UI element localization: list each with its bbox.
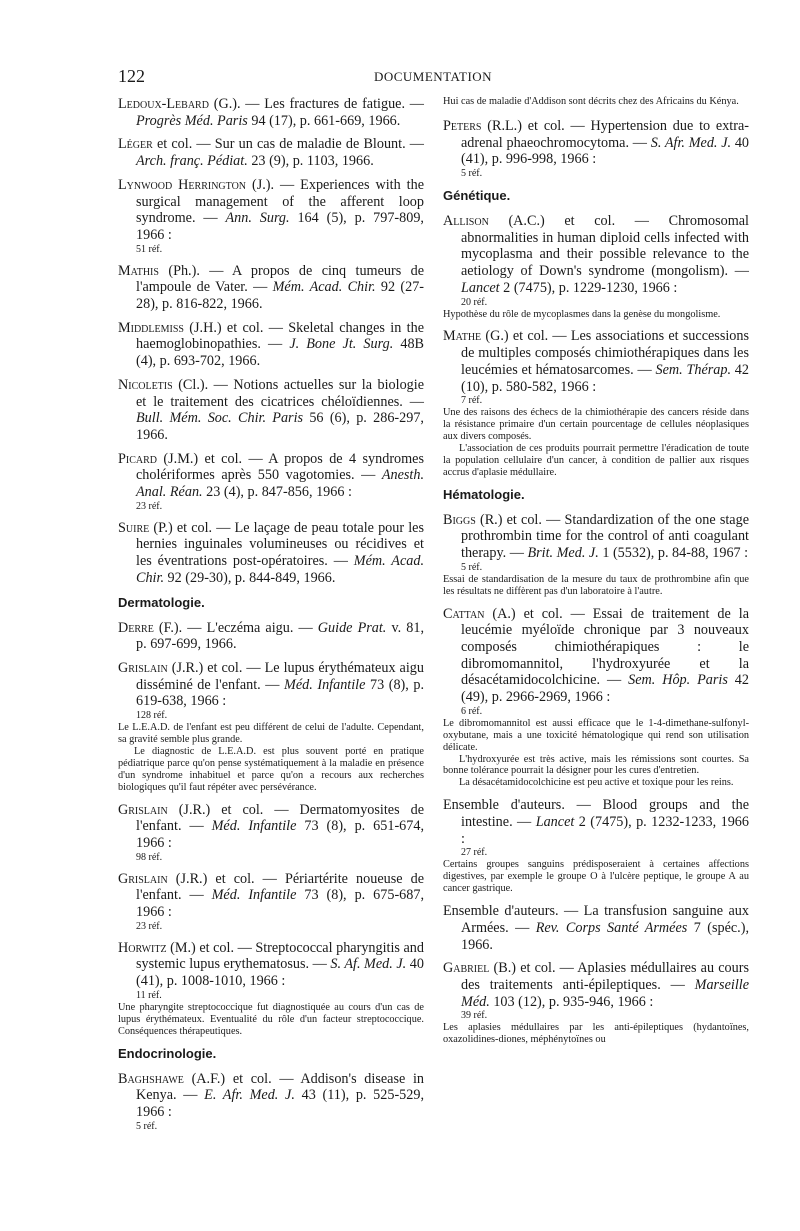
citation-author: Picard xyxy=(118,450,158,467)
bibliography-entry xyxy=(118,940,424,1038)
citation-details: 42 (10), p. 580-582, 1966 : xyxy=(461,361,749,395)
citation xyxy=(118,1071,424,1121)
citation-author: Baghshawe xyxy=(118,1070,184,1087)
abstract-note: La désacétamidocolchicine est peu active et toxique pour les reins. xyxy=(459,777,734,789)
abstract-note: Hui cas de maladie d'Addison sont décrits chez des Africains du Kénya. xyxy=(443,96,739,107)
running-title: DOCUMENTATION xyxy=(373,69,493,84)
citation xyxy=(118,451,424,501)
reference-count: 27 réf. xyxy=(461,847,488,859)
citation-title: (F.). — L'eczéma aigu. — xyxy=(153,619,318,636)
bibliography-entry xyxy=(443,118,749,180)
reference-count: 98 réf. xyxy=(136,851,163,863)
citation-title: (R.) et col. — Standardization of the one stage prothrombin time for the control of anti coagulant therapy. — xyxy=(461,511,749,562)
citation-details: 2 (7475), p. 1229-1230, 1966 : xyxy=(499,279,678,296)
abstract-note: L'association de ces produits pourrait permettre l'éradication de toute la population cellulaire d'un cancer, à condition de pallier aux risques accrus d'aplasie médullaire. xyxy=(443,442,749,478)
citation-details: 40 (41), p. 1008-1010, 1966 : xyxy=(136,956,424,990)
citation-title: (J.R.) et col. — Le lupus érythémateux aigu disséminé de l'enfant. — xyxy=(136,659,424,693)
citation xyxy=(118,940,424,990)
citation-author: Léger xyxy=(118,136,153,153)
citation-title: (J.R.) et col. — Dermatomyosites de l'enfant. — xyxy=(136,801,424,835)
section-heading: Génétique. xyxy=(443,188,511,204)
reference-count: 128 réf. xyxy=(136,710,168,722)
citation-title: (A.) et col. — Essai de traitement de la leucémie myéloïde chronique par 3 nouveaux composés chimiothérapiques : le dibromomannitol, l'hydroxyurée et la désacétamidocolchicine. — xyxy=(461,605,749,689)
citation-details: 56 (6), p. 286-297, 1966. xyxy=(136,410,424,443)
bibliography-entry xyxy=(118,177,424,256)
citation-title: (G.) et col. — Les associations et successions de multiples composés chimiothérapiques dans les leucémies et hématosarcomes. — xyxy=(461,328,749,378)
citation xyxy=(118,177,424,244)
abstract-note: Une pharyngite streptococcique fut diagnostiquée au cours d'un cas de lupus érythémateux. Eventualité du rôle d'un facteur streptococcique. Conséquences thérapeutiques. xyxy=(118,1001,424,1037)
citation-author: Cattan xyxy=(443,605,485,622)
citation-details: 164 (5), p. 797-809, 1966 : xyxy=(136,210,424,243)
abstract-note: Les aplasies médullaires par les anti-épileptiques (hydantoïnes, oxazolidines-diones, méphénytoïnes ou xyxy=(443,1022,749,1046)
abstract-note: Essai de standardisation de la mesure du taux de prothrombine afin que les résultats ne diffèrent pas d'un laboratoire à l'autre. xyxy=(443,573,749,597)
citation-title: (A.F.) et col. — Addison's disease in Kenya. — xyxy=(136,1070,424,1104)
citation-author: Derre xyxy=(118,619,154,636)
bibliography-entry xyxy=(118,620,424,653)
citation xyxy=(443,606,749,706)
citation-author: Grislain xyxy=(118,870,168,887)
citation-journal: Méd. Infantile xyxy=(211,887,297,904)
bibliography-entry xyxy=(118,96,424,129)
citation-author: Grislain xyxy=(118,659,168,676)
reference-count: 5 réf. xyxy=(461,168,483,180)
citation-author: Ensemble d'auteurs xyxy=(443,903,556,920)
citation xyxy=(443,903,749,953)
citation-title: et col. — Sur un cas de maladie de Blount. — xyxy=(152,136,424,153)
citation-title: (G.). — Les fractures de fatigue. — xyxy=(208,96,424,112)
citation-details: v. 81, p. 697-699, 1966. xyxy=(136,619,424,653)
bibliography-entry xyxy=(118,802,424,864)
citation-title: (R.L.) et col. — Hypertension due to extra-adrenal phaeochromocytoma. — xyxy=(461,117,749,151)
citation-journal: Sem. Thérap. xyxy=(655,361,731,378)
bibliography-entry xyxy=(443,903,749,953)
citation-journal: Mém. Acad. Chir. xyxy=(136,553,424,586)
citation xyxy=(118,96,424,129)
citation-details: 73 (8), p. 675-687, 1966 : xyxy=(136,887,424,921)
citation-author: Middlemiss xyxy=(118,319,184,336)
bibliography-entry xyxy=(118,660,424,794)
section-heading: Hématologie. xyxy=(443,486,525,502)
citation-journal: E. Afr. Med. J. xyxy=(204,1087,295,1104)
citation-journal: S. Afr. Med. J. xyxy=(650,134,732,151)
citation-title: (J.M.) et col. — A propos de 4 syndromes cholériformes après 550 vagotomies. — xyxy=(136,450,424,484)
citation-details: 73 (8), p. 619-638, 1966 : xyxy=(136,676,424,710)
citation xyxy=(118,136,424,169)
citation-title: (P.) et col. — Le laçage de peau totale pour les hernies inguinales volumineuses ou récidives et les éventrations post-opératoires. — xyxy=(136,519,424,570)
citation-author: Mathis xyxy=(118,262,159,279)
reference-count: 20 réf. xyxy=(461,296,488,308)
reference-count: 5 réf. xyxy=(461,561,483,573)
bibliography-entry xyxy=(118,263,424,313)
citation xyxy=(118,320,424,370)
bibliography-entry xyxy=(443,213,749,320)
bibliography-entry xyxy=(118,520,424,587)
citation xyxy=(118,620,424,653)
bibliography-entry xyxy=(118,136,424,169)
abstract-note: Certains groupes sanguins prédisposeraient à certaines affections digestives, par exemple le groupe O à l'ulcère peptique, le groupe A au cancer gastrique. xyxy=(443,859,749,895)
citation-journal: Ann. Surg. xyxy=(225,210,290,227)
bibliography-entry xyxy=(118,871,424,933)
citation xyxy=(443,512,749,562)
bibliography-entry xyxy=(443,960,749,1046)
citation xyxy=(118,263,424,313)
reference-count: 7 réf. xyxy=(461,395,483,407)
citation-title: (J.). — Experiences with the surgical management of the afferent loop syndrome. — xyxy=(136,176,424,227)
abstract-note: Le L.E.A.D. de l'enfant est peu différent de celui de l'adulte. Cependant, sa gravité semble plus grande. xyxy=(118,722,424,745)
citation-journal: S. Af. Med. J. xyxy=(330,956,407,973)
bibliography-entry xyxy=(443,328,749,478)
reference-count: 5 réf. xyxy=(136,1120,158,1132)
citation-title: (M.) et col. — Streptococcal pharyngitis and systemic lupus erythematosus. — xyxy=(136,939,424,973)
citation-title: (B.) et col. — Aplasies médullaires au cours des traitements anti-épileptiques. — xyxy=(461,960,749,993)
citation-author: Ensemble d'auteurs xyxy=(443,797,562,814)
citation-journal: Arch. franç. Pédiat. xyxy=(136,153,248,170)
citation-title: . — La transfusion sanguine aux Armées. — xyxy=(461,903,749,936)
citation-journal: Rev. Corps Santé Armées xyxy=(535,919,688,936)
reference-count: 11 réf. xyxy=(136,989,162,1001)
bibliography-entry xyxy=(118,377,424,444)
citation-author: Lynwood Herrington xyxy=(118,176,247,193)
citation xyxy=(443,213,749,297)
abstract-note: L'hydroxyurée est très active, mais les rémissions sont courtes. Sa bonne tolérance pourrait la désigner pour les cures d'entretien. xyxy=(443,753,749,777)
bibliography-entry xyxy=(443,512,749,598)
right-column xyxy=(443,96,749,1054)
citation-journal: Brit. Med. J. xyxy=(527,545,599,562)
citation-author: Gabriel xyxy=(443,960,490,977)
citation-author: Biggs xyxy=(443,511,476,528)
citation xyxy=(118,802,424,852)
citation-details: 92 (29-30), p. 844-849, 1966. xyxy=(164,569,336,586)
citation xyxy=(118,871,424,921)
citation-details: 1 (5532), p. 84-88, 1967 : xyxy=(598,545,749,562)
citation-author: Allison xyxy=(443,213,489,230)
citation-journal: Méd. Infantile xyxy=(211,818,297,835)
citation-journal: Marseille Méd. xyxy=(461,976,749,1010)
abstract-note: Hypothèse du rôle de mycoplasmes dans la genèse du mongolisme. xyxy=(443,308,721,320)
citation xyxy=(118,660,424,710)
bibliography-entry xyxy=(443,797,749,895)
citation-details: 48B (4), p. 693-702, 1966. xyxy=(136,336,425,370)
bibliography-entry xyxy=(118,320,424,370)
citation-journal: Anesth. Anal. Réan. xyxy=(136,467,424,501)
citation-details: 2 (7475), p. 1232-1233, 1966 : xyxy=(461,813,749,847)
citation-title: (J.H.) et col. — Skeletal changes in the haemoglobinopathies. — xyxy=(136,319,424,353)
section-heading: Dermatologie. xyxy=(118,594,205,610)
citation xyxy=(443,797,749,847)
citation-title: (J.R.) et col. — Périartérite noueuse de l'enfant. — xyxy=(136,870,424,904)
bibliography-entry xyxy=(118,1071,424,1133)
bibliography-entry xyxy=(118,451,424,513)
citation-details: 23 (9), p. 1103, 1966. xyxy=(247,153,374,170)
citation xyxy=(118,520,424,587)
citation-details: 40 (41), p. 996-998, 1966 : xyxy=(461,134,750,168)
citation-details: 92 (27-28), p. 816-822, 1966. xyxy=(136,279,425,313)
citation xyxy=(443,328,749,395)
abstract-note: Une des raisons des échecs de la chimiothérapie des cancers réside dans la résistance primaire d'un certain pourcentage de cellules néoplasiques aux divers composés. xyxy=(443,407,749,443)
citation-journal: Lancet xyxy=(461,279,500,296)
page-header xyxy=(118,66,748,86)
abstract-note: Le dibromomannitol est aussi efficace que le 1-4-dimethane-sulfonyl-oxybutane, mais a une toxicité hématologique qui rend son utilisation délicate. xyxy=(443,717,749,753)
citation-author: Grislain xyxy=(118,801,168,818)
citation-author: Horwitz xyxy=(118,939,167,956)
citation-details: 43 (11), p. 525-529, 1966 : xyxy=(136,1087,424,1120)
section-heading: Endocrinologie. xyxy=(118,1045,217,1061)
citation-journal: Lancet xyxy=(535,813,575,830)
citation-details: 94 (17), p. 661-669, 1966. xyxy=(247,112,401,129)
citation-journal: Mém. Acad. Chir. xyxy=(272,279,376,296)
page-number: 122 xyxy=(118,66,145,86)
citation xyxy=(443,960,749,1010)
reference-count: 23 réf. xyxy=(136,920,163,932)
citation-details: 73 (8), p. 651-674, 1966 : xyxy=(136,818,424,851)
citation-details: 103 (12), p. 935-946, 1966 : xyxy=(489,993,654,1010)
citation-journal: Progrès Méd. Paris xyxy=(136,112,248,129)
citation-author: Nicoletis xyxy=(118,376,173,393)
reference-count: 23 réf. xyxy=(136,500,163,512)
citation-details: 7 (spéc.), 1966. xyxy=(461,919,749,953)
left-column xyxy=(118,96,424,1140)
reference-count: 39 réf. xyxy=(461,1010,488,1022)
reference-count: 51 réf. xyxy=(136,243,163,255)
citation-title: (A.C.) et col. — Chromosomal abnormalities in human diploid cells infected with mycoplasma and their possible relevance to the aetiology of Down's syndrome (mongolism). — xyxy=(461,213,749,280)
citation-journal: J. Bone Jt. Surg. xyxy=(289,336,394,353)
citation-journal: Guide Prat. xyxy=(317,619,387,636)
citation xyxy=(118,377,424,444)
bibliography-entry xyxy=(443,606,749,790)
citation-author: Ledoux-Lebard xyxy=(118,96,209,112)
reference-count: 6 réf. xyxy=(461,705,483,717)
citation-title: (Cl.). — Notions actuelles sur la biologie et le traitement des cicatrices chéloïdiennes. — xyxy=(136,376,424,410)
citation-journal: Sem. Hôp. Paris xyxy=(628,672,728,689)
citation-title: . — Blood groups and the intestine. — xyxy=(461,797,749,830)
citation-author: Mathe xyxy=(443,328,482,345)
citation xyxy=(443,118,749,168)
citation-title: (Ph.). — A propos de cinq tumeurs de l'ampoule de Vater. — xyxy=(136,262,424,296)
citation-journal: Méd. Infantile xyxy=(284,676,366,693)
citation-details: 42 (49), p. 2966-2969, 1966 : xyxy=(461,672,749,706)
citation-details: 23 (4), p. 847-856, 1966 : xyxy=(202,484,352,501)
citation-journal: Bull. Mém. Soc. Chir. Paris xyxy=(136,410,304,427)
citation-author: Peters xyxy=(443,117,482,134)
abstract-note: Le diagnostic de L.E.A.D. est plus souvent porté en pratique pédiatrique parce qu'on pense systématiquement à la maladie en présence d'un syndrome inhabituel et parce qu'on a recours aux recherches biologiques qu'il faut répéter avec persévérance. xyxy=(118,745,424,793)
citation-author: Suire xyxy=(118,519,150,536)
